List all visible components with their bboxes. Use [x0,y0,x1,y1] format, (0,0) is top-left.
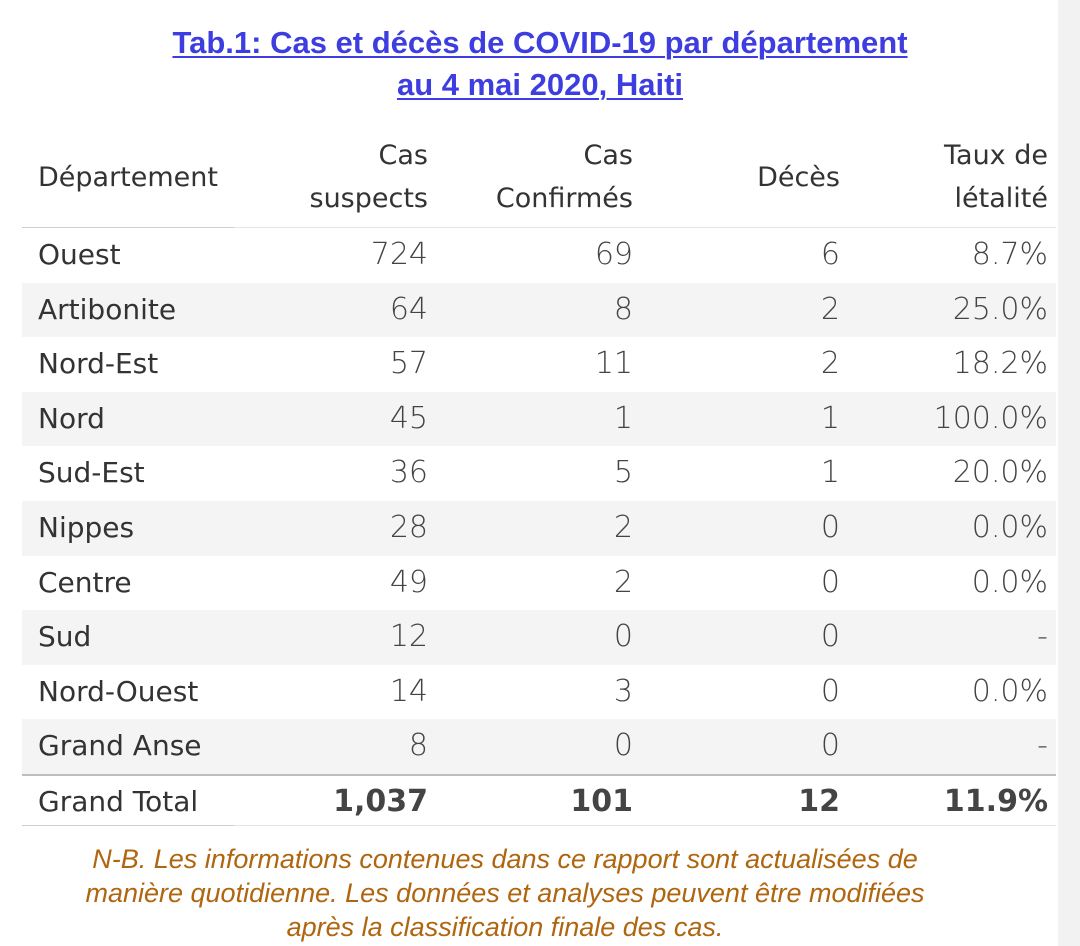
footnote-line-2: manière quotidienne. Les données et analyses peuvent être modifiées [85,878,925,908]
footnote-line-3: après la classification finale des cas. [286,912,724,942]
cell-cas-suspects: 57 [389,346,428,382]
right-edge-strip [1058,0,1080,946]
covid-table [22,128,1056,830]
cell-deces: 0 [820,619,840,655]
cell-cas-confirmes: 0 [613,619,633,655]
header-cas-suspects-line2: suspects [309,183,428,214]
header-cas-confirmes-line1: Cas [583,140,633,171]
cell-taux: 0.0% [971,564,1048,600]
cell-cas-suspects: 49 [389,564,428,600]
cell-taux: - [1037,728,1048,764]
cell-departement: Artibonite [38,292,177,326]
footnote [0,842,1010,944]
cell-departement: Nord [38,401,105,435]
cell-cas-confirmes: 8 [613,291,633,327]
header-cas-confirmes-line2: Confirmés [495,183,633,214]
total-cas-confirmes: 101 [570,783,633,819]
cell-deces: 0 [820,509,840,545]
cell-deces: 0 [820,564,840,600]
table-row [22,337,1056,392]
table-row [22,283,1056,338]
cell-cas-confirmes: 3 [613,673,633,709]
cell-cas-suspects: 36 [389,455,428,491]
header-cas-confirmes [496,134,633,220]
cell-cas-suspects: 12 [389,619,428,655]
header-cas-suspects-line1: Cas [378,140,428,171]
cell-departement: Grand Anse [38,729,202,763]
cell-deces: 1 [820,400,840,436]
table-row [22,719,1056,774]
title-line-2: au 4 mai 2020, Haiti [396,67,684,102]
cell-cas-confirmes: 2 [613,509,633,545]
title-line-1: Tab.1: Cas et décès de COVID-19 par département [172,25,908,60]
cell-cas-confirmes: 0 [613,728,633,764]
table-row [22,446,1056,501]
cell-cas-suspects: 45 [389,400,428,436]
cell-taux: 0.0% [971,509,1048,545]
cell-cas-confirmes: 11 [594,346,633,382]
cell-deces: 1 [820,455,840,491]
cell-taux: 25.0% [952,291,1048,327]
cell-taux: 18.2% [952,346,1048,382]
cell-cas-confirmes: 1 [613,400,633,436]
total-label: Grand Total [38,784,199,818]
cell-cas-suspects: 8 [408,728,428,764]
cell-taux: 100.0% [933,400,1048,436]
cell-cas-suspects: 28 [389,509,428,545]
cell-departement: Nippes [38,510,135,544]
table-title [0,22,1080,106]
table-row [22,392,1056,447]
total-cas-suspects: 1,037 [333,783,428,819]
header-taux-letalite [944,134,1048,220]
header-cas-suspects [310,134,429,220]
cell-deces: 2 [820,346,840,382]
cell-deces: 6 [820,237,840,272]
cell-cas-confirmes: 5 [613,455,633,491]
cell-departement: Sud-Est [38,456,145,490]
cell-taux: 0.0% [971,673,1048,709]
cell-cas-suspects: 724 [370,237,428,272]
table-row [22,556,1056,611]
total-row [22,774,1056,830]
table-row [22,228,1056,283]
cell-departement: Ouest [38,238,121,271]
header-deces: Décès [757,162,840,193]
cell-taux: 8.7% [971,237,1048,272]
total-deces: 12 [798,783,840,819]
table-row [22,610,1056,665]
cell-taux: 20.0% [952,455,1048,491]
cell-deces: 0 [820,728,840,764]
cell-deces: 2 [820,291,840,327]
cell-cas-suspects: 14 [389,673,428,709]
total-taux: 11.9% [943,783,1048,819]
header-taux-line2: létalité [954,183,1048,214]
cell-departement: Nord-Est [38,347,159,381]
cell-taux: - [1037,619,1048,655]
cell-cas-confirmes: 69 [594,237,633,272]
bottom-divider-right [234,825,1056,826]
cell-cas-confirmes: 2 [613,564,633,600]
cell-departement: Centre [38,565,132,599]
table-row [22,501,1056,556]
bottom-divider [22,825,234,826]
header-departement: Département [38,162,218,193]
cell-departement: Nord-Ouest [38,674,199,708]
cell-deces: 0 [820,673,840,709]
footnote-line-1: N-B. Les informations contenues dans ce rapport sont actualisées de [92,844,918,874]
table-row [22,665,1056,720]
table-header [22,128,1056,228]
cell-cas-suspects: 64 [389,291,428,327]
header-taux-line1: Taux de [944,140,1048,171]
cell-departement: Sud [38,620,92,654]
